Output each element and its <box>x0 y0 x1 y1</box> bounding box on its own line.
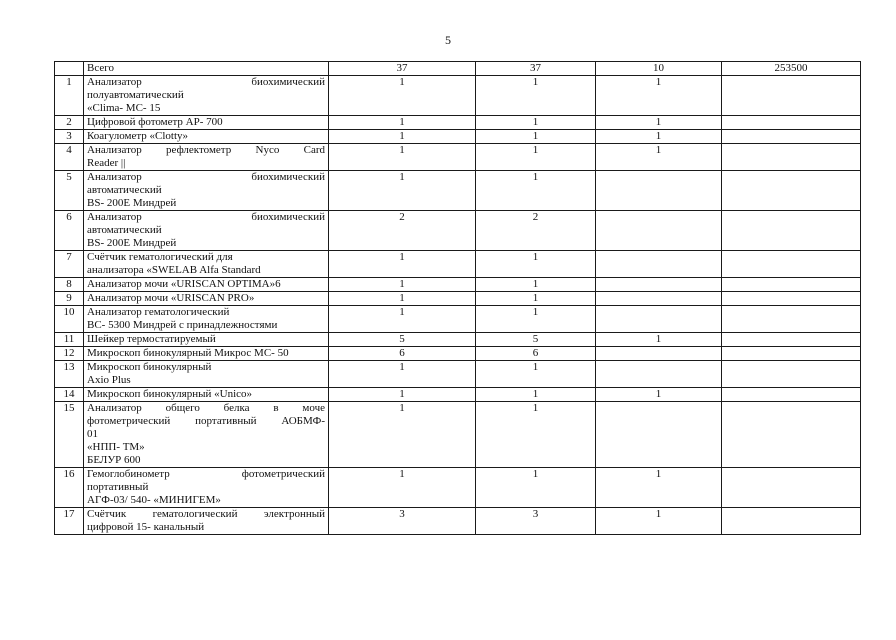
quantity-c4 <box>722 347 861 361</box>
table-row <box>55 211 861 251</box>
equipment-name <box>84 508 329 535</box>
quantity-c1: 6 <box>329 347 476 361</box>
row-number: 8 <box>55 278 84 292</box>
quantity-c3: 1 <box>596 333 722 347</box>
equipment-name-line: Цифровой фотометр АР- 700 <box>87 116 223 128</box>
total-c2: 37 <box>476 62 596 76</box>
quantity-c1: 1 <box>329 171 476 211</box>
quantity-c1: 1 <box>329 251 476 278</box>
quantity-c3: 1 <box>596 468 722 508</box>
equipment-name-line: Анализатор общего белка в моче <box>87 402 325 414</box>
equipment-name-line: «Clima- MC- 15 <box>87 102 161 114</box>
row-number: 1 <box>55 76 84 116</box>
quantity-c3: 1 <box>596 130 722 144</box>
quantity-c2: 1 <box>476 361 596 388</box>
total-c4: 253500 <box>722 62 861 76</box>
quantity-c4 <box>722 171 861 211</box>
equipment-name-line: Axio Plus <box>87 374 131 386</box>
equipment-name-line: Анализатор мочи «URISCAN OPTIMA»6 <box>87 278 281 290</box>
table-row <box>55 116 861 130</box>
equipment-name <box>84 468 329 508</box>
table-row <box>55 333 861 347</box>
row-number: 6 <box>55 211 84 251</box>
quantity-c4 <box>722 292 861 306</box>
quantity-c1: 1 <box>329 306 476 333</box>
quantity-c4 <box>722 211 861 251</box>
equipment-name-line: «НПП- ТМ» <box>87 441 145 453</box>
equipment-name <box>84 388 329 402</box>
table-row <box>55 144 861 171</box>
quantity-c2: 6 <box>476 347 596 361</box>
quantity-c3 <box>596 171 722 211</box>
total-row <box>55 62 861 76</box>
quantity-c2: 1 <box>476 468 596 508</box>
quantity-c1: 1 <box>329 116 476 130</box>
quantity-c4 <box>722 333 861 347</box>
row-number: 11 <box>55 333 84 347</box>
quantity-c1: 1 <box>329 402 476 468</box>
quantity-c2: 1 <box>476 76 596 116</box>
quantity-c3 <box>596 347 722 361</box>
row-number: 5 <box>55 171 84 211</box>
equipment-name-line: портативный <box>87 481 149 493</box>
quantity-c1: 1 <box>329 292 476 306</box>
quantity-c1: 1 <box>329 278 476 292</box>
table-row <box>55 347 861 361</box>
total-label: Всего <box>84 62 329 76</box>
quantity-c4 <box>722 251 861 278</box>
equipment-name <box>84 211 329 251</box>
equipment-name-line: BS- 200E Миндрей <box>87 237 177 249</box>
quantity-c1: 2 <box>329 211 476 251</box>
quantity-c2: 1 <box>476 251 596 278</box>
row-number: 3 <box>55 130 84 144</box>
quantity-c4 <box>722 130 861 144</box>
quantity-c4 <box>722 144 861 171</box>
equipment-name <box>84 292 329 306</box>
equipment-name <box>84 306 329 333</box>
quantity-c2: 3 <box>476 508 596 535</box>
table-row <box>55 508 861 535</box>
table-body <box>55 62 861 535</box>
quantity-c1: 1 <box>329 468 476 508</box>
quantity-c2: 1 <box>476 388 596 402</box>
quantity-c4 <box>722 76 861 116</box>
row-number: 13 <box>55 361 84 388</box>
equipment-name-line: Анализатор биохимический <box>87 171 325 183</box>
quantity-c1: 1 <box>329 130 476 144</box>
equipment-name <box>84 333 329 347</box>
equipment-name <box>84 76 329 116</box>
table-row <box>55 402 861 468</box>
equipment-name <box>84 130 329 144</box>
quantity-c3 <box>596 306 722 333</box>
quantity-c2: 1 <box>476 171 596 211</box>
quantity-c3: 1 <box>596 508 722 535</box>
quantity-c1: 1 <box>329 144 476 171</box>
quantity-c2: 1 <box>476 278 596 292</box>
equipment-name-line: Микроскоп бинокулярный Микрос МС- 50 <box>87 347 289 359</box>
quantity-c4 <box>722 116 861 130</box>
table-row <box>55 306 861 333</box>
row-number: 10 <box>55 306 84 333</box>
quantity-c3: 1 <box>596 116 722 130</box>
quantity-c4 <box>722 468 861 508</box>
quantity-c1: 1 <box>329 361 476 388</box>
equipment-name-line: Микроскоп бинокулярный «Unico» <box>87 388 253 400</box>
equipment-name <box>84 116 329 130</box>
equipment-name <box>84 171 329 211</box>
quantity-c2: 1 <box>476 130 596 144</box>
equipment-name-line: полуавтоматический <box>87 89 184 101</box>
table-row <box>55 171 861 211</box>
total-c1: 37 <box>329 62 476 76</box>
row-number: 14 <box>55 388 84 402</box>
quantity-c3 <box>596 402 722 468</box>
equipment-table <box>54 61 861 535</box>
quantity-c3 <box>596 361 722 388</box>
equipment-name-line: Анализатор биохимический <box>87 76 325 88</box>
row-number: 12 <box>55 347 84 361</box>
equipment-name <box>84 402 329 468</box>
quantity-c3 <box>596 251 722 278</box>
equipment-name-line: Шейкер термостатируемый <box>87 333 216 345</box>
quantity-c2: 1 <box>476 402 596 468</box>
table-row <box>55 251 861 278</box>
table-row <box>55 130 861 144</box>
table-row <box>55 292 861 306</box>
equipment-name-line: Анализатор рефлектометр Nyco Card <box>87 144 325 156</box>
quantity-c4 <box>722 508 861 535</box>
table-row <box>55 76 861 116</box>
row-number: 17 <box>55 508 84 535</box>
table-row <box>55 278 861 292</box>
row-number: 4 <box>55 144 84 171</box>
row-number: 15 <box>55 402 84 468</box>
equipment-name-line: Коагулометр «Clotty» <box>87 130 189 142</box>
total-no-cell <box>55 62 84 76</box>
equipment-name <box>84 347 329 361</box>
equipment-name-line: Счётчик гематологический для <box>87 251 233 263</box>
quantity-c3: 1 <box>596 76 722 116</box>
table-row <box>55 361 861 388</box>
row-number: 16 <box>55 468 84 508</box>
equipment-name <box>84 144 329 171</box>
equipment-name-line: Микроскоп бинокулярный <box>87 361 212 373</box>
equipment-name-line: Гемоглобинометр фотометрический <box>87 468 325 480</box>
quantity-c3 <box>596 292 722 306</box>
equipment-name-line: Счётчик гематологический электронный <box>87 508 325 520</box>
quantity-c2: 1 <box>476 116 596 130</box>
equipment-name-line: Анализатор мочи «URISCAN PRO» <box>87 292 255 304</box>
equipment-name-line: Анализатор гематологический <box>87 306 230 318</box>
quantity-c4 <box>722 278 861 292</box>
equipment-name-line: АГФ-03/ 540- «МИНИГЕМ» <box>87 494 221 506</box>
quantity-c1: 1 <box>329 76 476 116</box>
quantity-c4 <box>722 361 861 388</box>
quantity-c1: 5 <box>329 333 476 347</box>
page-number: 5 <box>445 33 451 47</box>
table-row <box>55 388 861 402</box>
row-number: 9 <box>55 292 84 306</box>
quantity-c2: 1 <box>476 292 596 306</box>
equipment-name-line: 01 <box>87 428 98 440</box>
equipment-name-line: БЕЛУР 600 <box>87 454 141 466</box>
quantity-c3 <box>596 278 722 292</box>
row-number: 2 <box>55 116 84 130</box>
equipment-name-line: автоматический <box>87 224 162 236</box>
quantity-c2: 5 <box>476 333 596 347</box>
quantity-c4 <box>722 388 861 402</box>
equipment-name-line: фотометрический портативный АОБМФ- <box>87 415 325 427</box>
quantity-c3 <box>596 211 722 251</box>
quantity-c1: 1 <box>329 388 476 402</box>
equipment-name-line: автоматический <box>87 184 162 196</box>
equipment-name-line: Reader || <box>87 157 126 169</box>
quantity-c4 <box>722 402 861 468</box>
quantity-c3: 1 <box>596 388 722 402</box>
equipment-name <box>84 361 329 388</box>
equipment-name-line: анализатора «SWELAB Alfa Standard <box>87 264 261 276</box>
quantity-c2: 1 <box>476 306 596 333</box>
equipment-name-line: ВС- 5300 Миндрей с принадлежностями <box>87 319 278 331</box>
quantity-c3: 1 <box>596 144 722 171</box>
quantity-c4 <box>722 306 861 333</box>
row-number: 7 <box>55 251 84 278</box>
table-row <box>55 468 861 508</box>
total-c3: 10 <box>596 62 722 76</box>
equipment-name-line: Анализатор биохимический <box>87 211 325 223</box>
quantity-c1: 3 <box>329 508 476 535</box>
equipment-name <box>84 278 329 292</box>
quantity-c2: 1 <box>476 144 596 171</box>
equipment-name-line: BS- 200E Миндрей <box>87 197 177 209</box>
equipment-name <box>84 251 329 278</box>
equipment-name-line: цифровой 15- канальный <box>87 521 205 533</box>
quantity-c2: 2 <box>476 211 596 251</box>
